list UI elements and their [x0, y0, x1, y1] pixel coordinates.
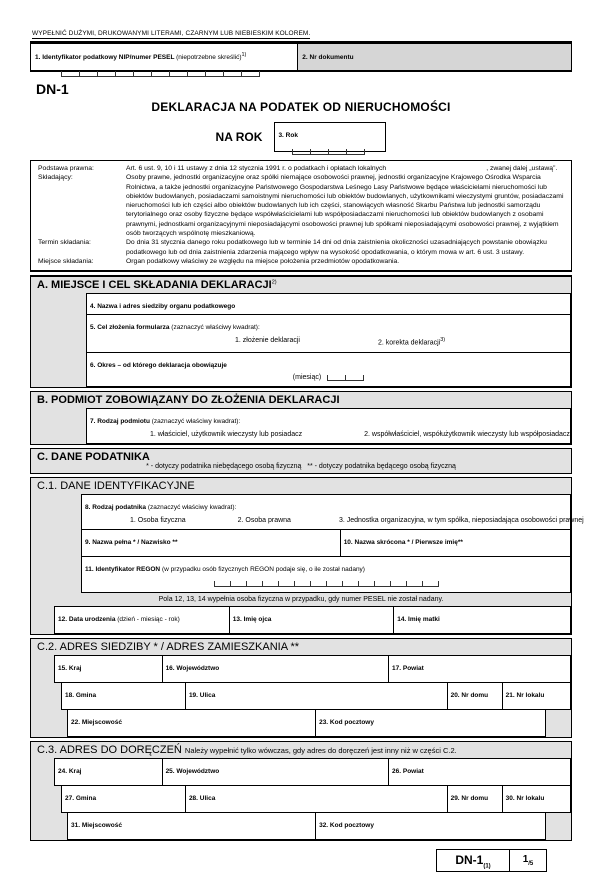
field-8-note: (zaznaczyć właściwy kwadrat): [147, 503, 237, 511]
section-a-footnote-ref: 2) [271, 279, 277, 286]
section-c2 [30, 638, 572, 738]
field-1-footnote-ref: 1) [241, 51, 247, 58]
field-5-label: 5. Cel złożenia formularza [90, 324, 172, 332]
field-19-ulica[interactable] [185, 682, 448, 710]
field-10-label: 10. Nazwa skrócona * / Pierwsze imię** [343, 538, 463, 546]
field-13-imie-ojca[interactable] [229, 606, 394, 634]
field-31-label: 31. Miejscowość [71, 821, 122, 829]
legal-text: Do dnia 31 stycznia danego roku podatkowego lub w terminie 14 dni od dnia zaistnienia okoliczności uzasadniających powstanie obowiązku podatkowego lub od dnia zaistnienia zdarzenia mającego wpływ na wysokość opodatkowania, o którym mowa w art. 6 ust. 3 ustawy. [126, 239, 547, 256]
field-23-label: 23. Kod pocztowy [319, 718, 374, 726]
field-12-label: 12. Data urodzenia [58, 615, 118, 623]
field-1-note: (niepotrzebne skreślić) [176, 54, 242, 61]
section-c3 [30, 741, 572, 841]
legal-label: Podstawa prawna: [38, 165, 94, 172]
field-1-digit-cells[interactable] [61, 71, 260, 77]
field-4-label: 4. Nazwa i adres siedziby organu podatkowego [90, 303, 236, 311]
field-32-kod-pocztowy[interactable] [315, 812, 546, 840]
field-27-label: 27. Gmina [65, 794, 97, 802]
field-30-label: 30. Nr lokalu [505, 794, 545, 802]
field-15-kraj[interactable] [54, 655, 163, 683]
field-8-option-1[interactable]: 1. Osoba fizyczna [130, 516, 186, 524]
field-3-digit-cells[interactable] [292, 149, 365, 155]
field-9-nazwa-pelna[interactable] [81, 529, 341, 557]
field-13-label: 13. Imię ojca [232, 615, 272, 623]
footer-page-number: $1_{/5}$ [522, 853, 534, 867]
field-30-nr-lokalu[interactable] [502, 785, 571, 813]
legal-row-podstawa [38, 164, 566, 173]
field-11-note: (w przypadku osób fizycznych REGON podaje się, o ile został nadany) [161, 565, 365, 573]
field-18-label: 18. Gmina [65, 691, 97, 699]
field-6-label: 6. Okres – od którego deklaracja obowiązuje [90, 361, 227, 369]
field-5-cel-zlozenia [86, 314, 571, 352]
fill-instruction: WYPEŁNIĆ DUŻYMI, DRUKOWANYMI LITERAMI, CZARNYM LUB NIEBIESKIM KOLOREM. [32, 30, 311, 37]
field-25-wojewodztwo[interactable] [162, 758, 389, 786]
na-rok-label: NA ROK [215, 130, 263, 144]
field-29-nr-domu[interactable] [447, 785, 503, 813]
section-c1 [30, 477, 584, 635]
field-26-label: 26. Powiat [392, 767, 424, 775]
section-a [30, 275, 572, 387]
field-1-label: 1. Identyfikator podatkowy NIP/numer PESEL [35, 54, 177, 61]
field-6-month-label: (miesiąc) [292, 373, 322, 381]
field-22-label: 22. Miejscowość [71, 718, 122, 726]
field-11-label: 11. Identyfikator REGON [85, 565, 162, 573]
field-32-label: 32. Kod pocztowy [319, 821, 374, 829]
field-12-note: (dzień - miesiąc - rok) [117, 615, 180, 623]
section-b-title: B. PODMIOT ZOBOWIĄZANY DO ZŁOŻENIA DEKLARACJI [37, 393, 340, 406]
field-15-label: 15. Kraj [58, 664, 82, 672]
field-2-nr-dokumentu[interactable] [298, 44, 571, 70]
page-footer [30, 849, 547, 872]
legal-label: Termin składania: [38, 239, 91, 247]
field-7-option-1[interactable]: 1. właściciel, użytkownik wieczysty lub posiadacz [150, 430, 303, 438]
footer-box [436, 849, 547, 872]
year-row [30, 120, 572, 154]
field-24-kraj[interactable] [54, 758, 163, 786]
field-7-note: (zaznaczyć właściwy kwadrat): [151, 417, 241, 425]
field-17-label: 17. Powiat [392, 664, 424, 672]
field-11-regon [81, 556, 571, 593]
field-28-label: 28. Ulica [188, 794, 216, 802]
field-6-okres [86, 352, 571, 387]
field-11-digit-cells[interactable] [214, 581, 439, 587]
field-25-label: 25. Województwo [165, 767, 220, 775]
field-20-label: 20. Nr domu [450, 691, 489, 699]
field-7-rodzaj-podmiotu [86, 408, 571, 444]
field-31-miejscowosc[interactable] [67, 812, 316, 840]
field-17-powiat[interactable] [388, 655, 571, 683]
field-8-label: 8. Rodzaj podatnika [85, 503, 148, 511]
id-row [30, 41, 572, 72]
field-8-option-2[interactable]: 2. Osoba prawna [237, 516, 291, 524]
field-28-ulica[interactable] [185, 785, 448, 813]
section-c3-note: Należy wypełnić tylko wówczas, gdy adres do doręczeń jest inny niż w części C.2. [184, 745, 457, 755]
field-29-label: 29. Nr domu [450, 794, 489, 802]
legal-text: Organ podatkowy właściwy ze względu na miejsce położenia przedmiotów opodatkowania. [126, 257, 400, 265]
field-5-option-1[interactable]: 1. złożenie deklaracji [235, 337, 300, 345]
field-20-nr-domu[interactable] [447, 682, 503, 710]
section-c-title: C. DANE PODATNIKA [37, 450, 150, 463]
field-19-label: 19. Ulica [188, 691, 216, 699]
field-22-miejscowosc[interactable] [67, 709, 316, 737]
field-7-label: 7. Rodzaj podmiotu [90, 417, 152, 425]
field-5-option-2-footnote-ref: 3) [440, 337, 446, 344]
field-8-option-3[interactable]: 3. Jednostka organizacyjna, w tym spółka, nieposiadająca osobowości prawnej [338, 516, 584, 524]
field-3-label: 3. Rok [278, 132, 298, 139]
field-9-label: 9. Nazwa pełna * / Nazwisko ** [85, 538, 178, 546]
legal-label: Składający: [38, 174, 73, 182]
field-5-note: (zaznaczyć właściwy kwadrat): [171, 324, 260, 332]
footer-form-version: (1) [483, 862, 491, 869]
section-c3-title: C.3. ADRES DO DORĘCZEŃ Należy wypełnić tylko wówczas, gdy adres do doręczeń jest inny niż w części C.2. [37, 743, 457, 756]
section-c [30, 448, 572, 474]
field-8-rodzaj-podatnika [81, 494, 584, 530]
field-3-rok[interactable] [274, 122, 386, 152]
form-code-heading: DN-1 [36, 81, 69, 97]
field-1-nip-pesel[interactable] [31, 44, 298, 70]
field-2-label: 2. Nr dokumentu [302, 54, 354, 61]
section-c1-title: C.1. DANE IDENTYFIKACYJNE [37, 479, 195, 492]
field-4-organ-podatkowy[interactable] [86, 293, 571, 315]
field-10-nazwa-skrocona[interactable] [340, 529, 571, 557]
section-c-note: * - dotyczy podatnika niebędącego osobą fizyczną ** - dotyczy podatnika będącego osobą fizyczną [146, 462, 456, 470]
field-21-label: 21. Nr lokalu [505, 691, 545, 699]
legal-text: Art. 6 ust. 9, 10 i 11 ustawy z dnia 12 stycznia 1991 r. o podatkach i opłatach lokalnych , zwanej dalej „ustawą”. [126, 165, 558, 172]
field-16-wojewodztwo[interactable] [162, 655, 389, 683]
field-6-month-cells[interactable] [327, 375, 364, 381]
legal-text: Osoby prawne, jednostki organizacyjne oraz spółki niemające osobowości prawnej, jednostki organizacyjne Krajowego Ośrodka Wsparcia Rolnictwa, a także jednostki organizacyjne Państwowego Gospodarstwa Leśnego Lasy Państwowe będące właścicielami nieruchomości lub obiektów budowlanych, posiadaczami samoistnymi nieruchomości lub obiektów budowlanych, użytkownikami wieczystymi gruntów, posiadaczami nieruchomości lub ich części albo obiektów budowlanych lub ich części, stanowiących własność Skarbu Państwa lub jednostki samorządu terytorialnego oraz osoby fizyczne będące współwłaścicielami lub współposiadaczami nieruchomości lub obiektów budowlanych z osobami prawnymi, jednostkami organizacyjnymi nieposiadającymi osobowości prawnej lub spółkami nieposiadającymi osobowości prawnej, z wyjątkiem osób tworzących wspólnotę mieszkaniową. [126, 174, 564, 238]
field-18-gmina[interactable] [61, 682, 186, 710]
field-5-option-2[interactable]: 2. korekta deklaracji$^{3)}$ [377, 337, 446, 347]
field-26-powiat[interactable] [388, 758, 571, 786]
legal-row-miejsce [38, 257, 566, 266]
field-21-nr-lokalu[interactable] [502, 682, 571, 710]
legal-row-skladajacy [38, 173, 566, 238]
field-16-label: 16. Województwo [165, 664, 220, 672]
field-23-kod-pocztowy[interactable] [315, 709, 546, 737]
footer-form-code: $DN-1_{(1)}$ [437, 850, 510, 871]
pesel-note: Pola 12, 13, 14 wypełnia osoba fizyczna w przypadku, gdy numer PESEL nie został nadany. [158, 595, 444, 603]
field-14-label: 14. Imię matki [397, 615, 440, 623]
section-c2-title: C.2. ADRES SIEDZIBY * / ADRES ZAMIESZKANIA ** [37, 640, 300, 653]
section-a-title: A. MIEJSCE I CEL SKŁADANIA DEKLARACJI$^{2)}$ [37, 279, 277, 292]
legal-label: Miejsce składania: [38, 257, 94, 265]
form-title: DEKLARACJA NA PODATEK OD NIERUCHOMOŚCI [151, 100, 451, 114]
field-27-gmina[interactable] [61, 785, 186, 813]
footer-page-total: /5 [528, 860, 534, 867]
field-7-option-2[interactable]: 2. współwłaściciel, współużytkownik wieczysty lub współposiadacz [364, 430, 570, 438]
form-page [30, 22, 584, 872]
legal-basis-block [30, 160, 572, 272]
field-14-imie-matki[interactable] [393, 606, 571, 634]
field-12-data-urodzenia[interactable] [54, 606, 230, 634]
section-b [30, 391, 572, 445]
legal-row-termin [38, 238, 566, 257]
field-24-label: 24. Kraj [58, 767, 82, 775]
